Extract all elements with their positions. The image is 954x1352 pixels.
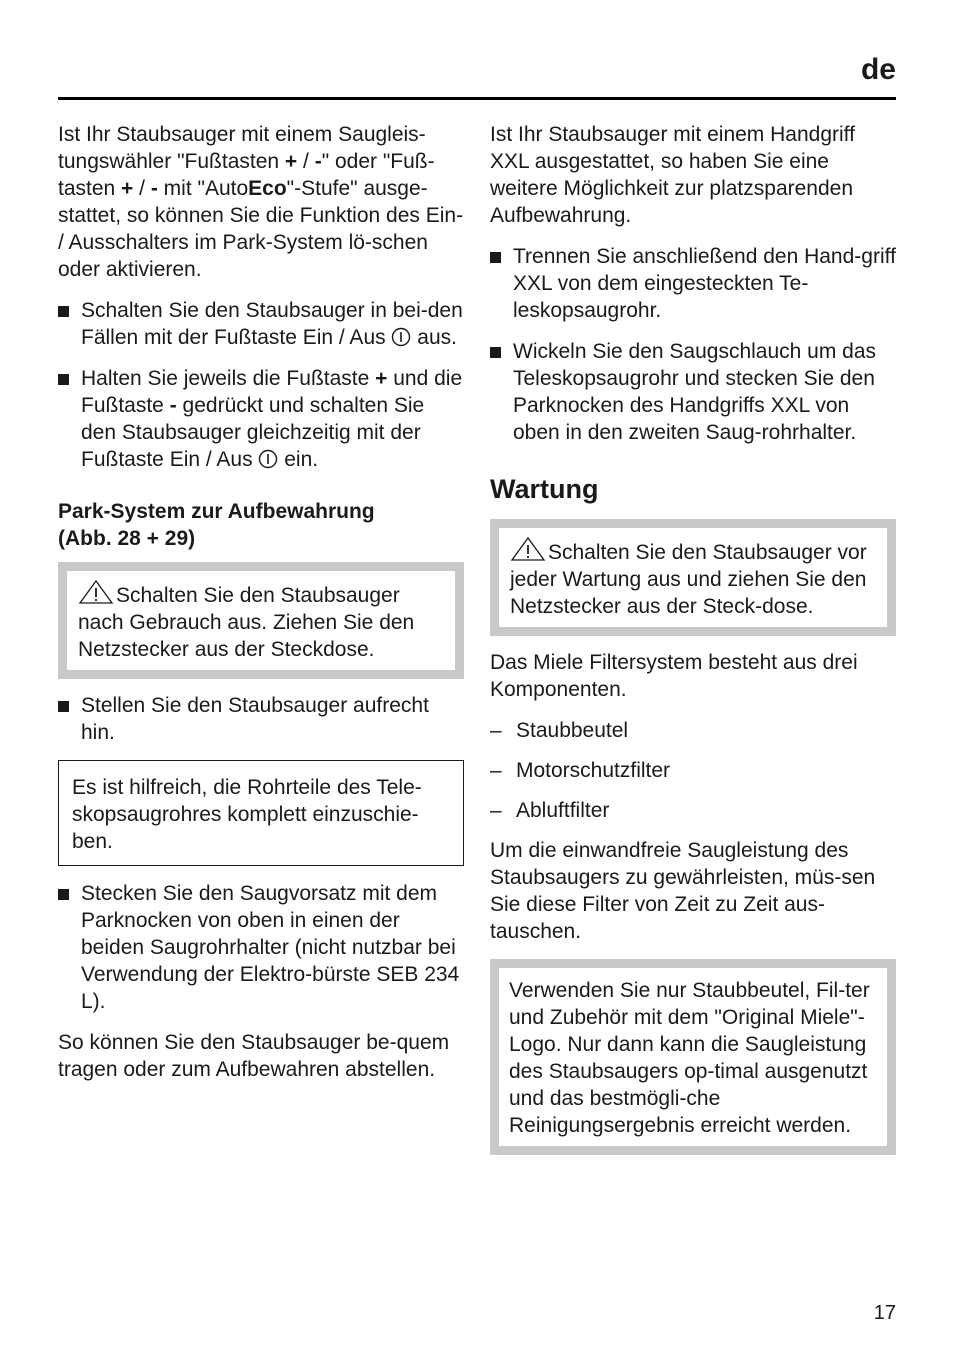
filters-intro: Das Miele Filtersystem besteht aus drei Komponenten. — [490, 651, 858, 701]
warning-triangle-icon — [78, 580, 114, 604]
square-bullet — [58, 374, 69, 385]
list-item: – Staubbeutel — [490, 719, 629, 742]
note-box: Es ist hilfreich, die Rohrteile des Tele-skopsaugrohres komplett einzuschie-ben. — [58, 760, 464, 866]
warning-box: Schalten Sie den Staubsauger nach Gebrauch aus. Ziehen Sie den Netzstecker aus der Steckdose. — [58, 562, 464, 679]
square-bullet — [58, 306, 69, 317]
language-code: de — [860, 53, 896, 86]
section-title: Wartung — [490, 474, 599, 504]
list-item: – Motorschutzfilter — [490, 759, 671, 782]
list-item: Stellen Sie den Staubsauger aufrecht hin. — [58, 692, 464, 746]
square-bullet — [490, 252, 501, 263]
intro-paragraph: Ist Ihr Staubsauger mit einem Saugleis-tungswähler "Fußtasten + / -" oder "Fuß-tasten + / - mit "AutoEco"-Stufe" ausge-stattet, so können Sie die Funktion des Ein- / Ausschalters im Park-System lö-schen oder aktivieren. — [58, 123, 464, 281]
header-rule — [58, 97, 896, 100]
filters-paragraph: Um die einwandfreie Saugleistung des Staubsaugers zu gewährleisten, müs-sen Sie diese Filter von Zeit zu Zeit aus-tauschen. — [490, 839, 876, 943]
list-item: Schalten Sie den Staubsauger in bei-den Fällen mit der Fußtaste Ein / Aus aus. — [58, 297, 464, 351]
left-column — [58, 121, 464, 1097]
on-off-icon — [391, 327, 411, 347]
dash-bullet: – — [490, 759, 502, 782]
intro-paragraph: Ist Ihr Staubsauger mit einem Handgriff XXL ausgestattet, so haben Sie eine weitere Möglichkeit zur platzsparenden Aufbewahrung. — [490, 123, 855, 227]
square-bullet — [490, 347, 501, 358]
square-bullet — [58, 889, 69, 900]
warning-box: Schalten Sie den Staubsauger vor jeder Wartung aus und ziehen Sie den Netzstecker aus der Steck-dose. — [490, 519, 896, 636]
right-column — [490, 121, 896, 1155]
square-bullet — [58, 701, 69, 712]
section-heading: Park-System zur Aufbewahrung (Abb. 28 + 29) — [58, 500, 375, 550]
list-item: Halten Sie jeweils die Fußtaste + und die Fußtaste - gedrückt und schalten Sie den Staubsauger gleichzeitig mit der Fußtaste Ein / Aus ein. — [58, 365, 464, 473]
dash-bullet: – — [490, 719, 502, 742]
list-item: Trennen Sie anschließend den Hand-griff XXL von dem eingesteckten Te-leskopsaugrohr. — [490, 243, 896, 324]
page-number: 17 — [873, 1302, 896, 1324]
tip-box: Verwenden Sie nur Staubbeutel, Fil-ter und Zubehör mit dem "Original Miele"-Logo. Nur dann kann die Saugleistung des Staubsaugers op-timal ausgenutzt und das bestmögli-che Reinigungsergebnis erreicht werden. — [490, 959, 896, 1155]
closing-paragraph: So können Sie den Staubsauger be-quem tragen oder zum Aufbewahren abstellen. — [58, 1031, 450, 1081]
dash-bullet: – — [490, 799, 502, 822]
list-item: Wickeln Sie den Saugschlauch um das Teleskopsaugrohr und stecken Sie den Parknocken des Handgriffs XXL von oben in den zweiten Saug-rohrhalter. — [490, 338, 896, 446]
list-item: Stecken Sie den Saugvorsatz mit dem Parknocken von oben in einen der beiden Saugrohrhalter (nicht nutzbar bei Verwendung der Elektro-bürste SEB 234 L). — [58, 880, 464, 1015]
on-off-icon — [258, 449, 278, 469]
warning-triangle-icon — [510, 537, 546, 561]
list-item: – Abluftfilter — [490, 799, 610, 822]
